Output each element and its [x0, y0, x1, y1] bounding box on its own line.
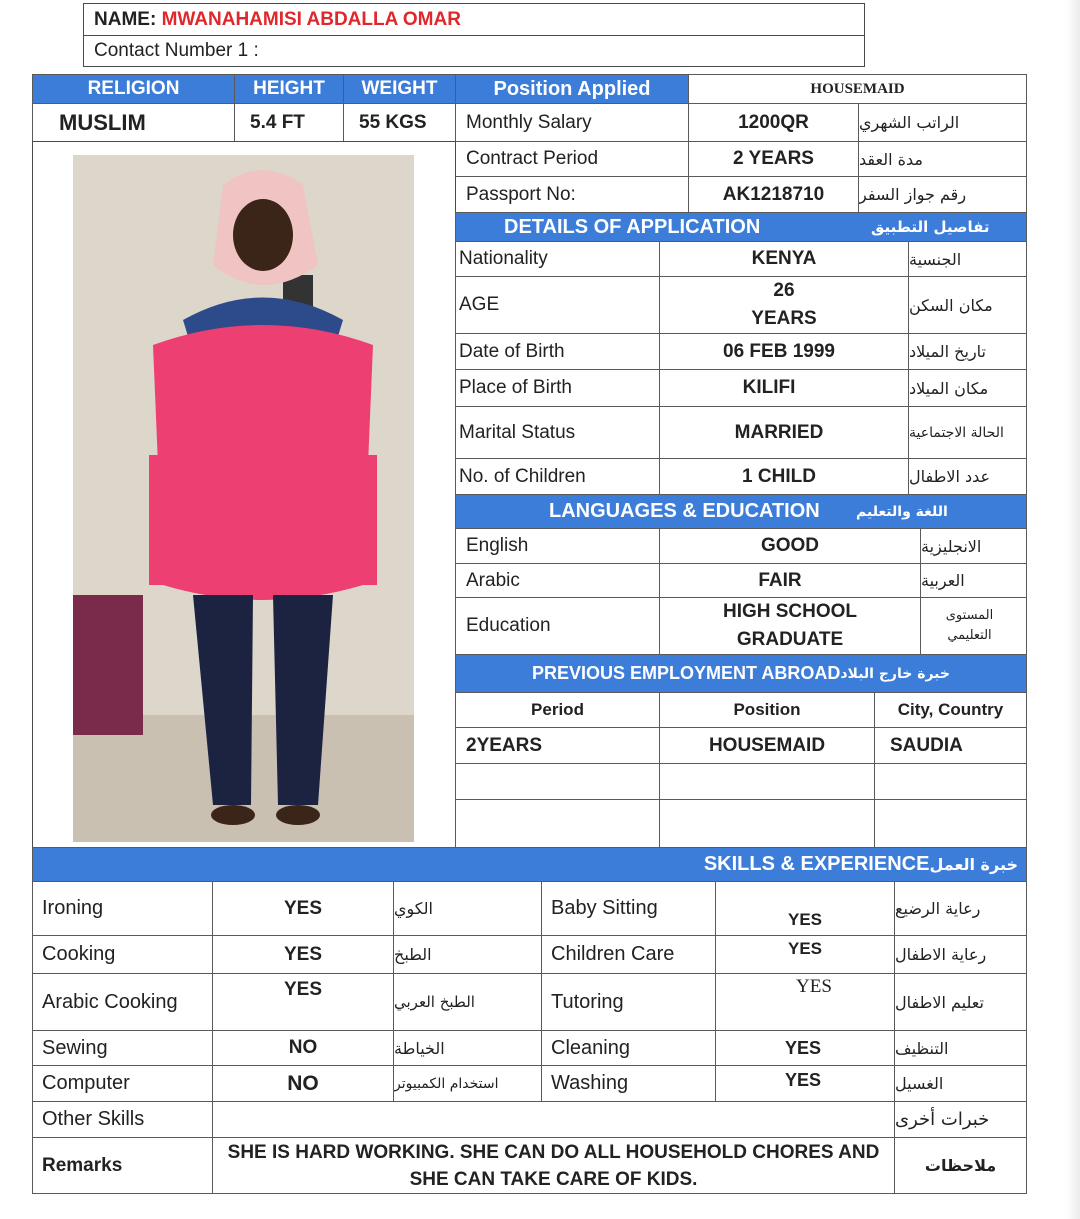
contract-arabic: مدة العقد	[858, 141, 1027, 177]
position-header: Position Applied	[455, 74, 689, 104]
languages-title: LANGUAGES & EDUCATION	[549, 500, 820, 522]
employment-title: PREVIOUS EMPLOYMENT ABROAD	[532, 663, 841, 683]
marital-arabic: الحالة الاجتماعية	[908, 406, 1027, 459]
dob-label: Date of Birth	[455, 333, 660, 370]
children-value: 1 CHILD	[659, 458, 909, 495]
nationality-label: Nationality	[455, 241, 660, 277]
marital-value: MARRIED	[659, 406, 909, 459]
salary-value: 1200QR	[688, 103, 859, 142]
employment-empty-row-2-col-2	[659, 799, 875, 848]
employment-empty-row-2-col-1	[455, 799, 660, 848]
passport-value: AK1218710	[688, 176, 859, 213]
salary-label: Monthly Salary	[455, 103, 689, 142]
english-arabic: الانجليزية	[920, 528, 1027, 564]
skills-title: SKILLS & EXPERIENCE	[703, 853, 930, 875]
skill-tutoring-arabic: تعليم الاطفال	[894, 973, 1027, 1031]
skill-sewing-value: NO	[212, 1030, 394, 1066]
skills-header	[32, 847, 1027, 882]
employment-empty-row-1-col-3	[874, 763, 1027, 800]
name-label: NAME:	[94, 8, 157, 30]
arabic-arabic: العربية	[920, 563, 1027, 598]
name-row	[83, 3, 865, 36]
skill-sewing-arabic: الخياطة	[393, 1030, 542, 1066]
languages-header	[455, 494, 1027, 529]
remarks-label: Remarks	[32, 1137, 213, 1194]
dob-value: 06 FEB 1999	[659, 333, 909, 370]
pob-label: Place of Birth	[455, 369, 660, 407]
skills-title-arabic: خبرة العمل	[929, 855, 1018, 874]
nationality-arabic: الجنسية	[908, 241, 1027, 277]
other-skills-arabic: خبرات أخرى	[894, 1101, 1027, 1138]
details-title: DETAILS OF APPLICATION	[504, 215, 761, 238]
skill-cooking-label: Cooking	[32, 935, 213, 974]
skill-cleaning-arabic: التنظيف	[894, 1030, 1027, 1066]
arabic-label: Arabic	[455, 563, 660, 598]
age-number: 26	[773, 280, 795, 301]
employment-col-period: Period	[455, 692, 660, 728]
skill-sewing-label: Sewing	[32, 1030, 213, 1066]
details-header	[455, 212, 1027, 242]
skill-arabiccooking-value: YES	[212, 973, 394, 1031]
remarks-line2: SHE CAN TAKE CARE OF KIDS.	[409, 1168, 698, 1190]
age-unit: YEARS	[751, 308, 817, 329]
education-arabic-line1: المستوى	[945, 608, 994, 623]
remarks-line1: SHE IS HARD WORKING. SHE CAN DO ALL HOUSEHOLD CHORES AND	[227, 1141, 880, 1163]
education-arabic-line2: التعليمي	[947, 628, 992, 643]
age-value	[659, 276, 909, 334]
employment-empty-row-1-col-2	[659, 763, 875, 800]
employment-col-position: Position	[659, 692, 875, 728]
employment-header	[455, 654, 1027, 693]
skill-babysitting-value: YES	[715, 881, 895, 936]
english-label: English	[455, 528, 660, 564]
other-skills-value	[212, 1101, 895, 1138]
weight-value: 55 KGS	[343, 103, 456, 142]
skill-cleaning-value: YES	[715, 1030, 895, 1066]
passport-label: Passport No:	[455, 176, 689, 213]
skill-childrencare-arabic: رعاية الاطفال	[894, 935, 1027, 974]
details-title-arabic: تفاصيل التطبيق	[871, 218, 990, 236]
education-label: Education	[455, 597, 660, 655]
skill-childrencare-value: YES	[715, 935, 895, 974]
skill-cooking-value: YES	[212, 935, 394, 974]
contract-value: 2 YEARS	[688, 141, 859, 177]
skill-cleaning-label: Cleaning	[541, 1030, 716, 1066]
children-arabic: عدد الاطفال	[908, 458, 1027, 495]
pob-value: KILIFI	[659, 369, 909, 407]
languages-title-arabic: اللغة والتعليم	[856, 503, 948, 520]
skill-babysitting-label: Baby Sitting	[541, 881, 716, 936]
applicant-photo-illustration	[73, 155, 414, 842]
weight-header: WEIGHT	[343, 74, 456, 104]
height-value: 5.4 FT	[234, 103, 344, 142]
education-value	[659, 597, 921, 655]
remarks-arabic: ملاحظات	[894, 1137, 1027, 1194]
remarks-value	[212, 1137, 895, 1194]
skill-tutoring-label: Tutoring	[541, 973, 716, 1031]
education-arabic	[920, 597, 1027, 655]
nationality-value: KENYA	[659, 241, 909, 277]
skill-computer-value: NO	[212, 1065, 394, 1102]
education-value-line2: GRADUATE	[736, 629, 844, 650]
employment-title-arabic: خبرة خارج البلاد	[840, 665, 950, 682]
english-value: GOOD	[659, 528, 921, 564]
skill-ironing-arabic: الكوي	[393, 881, 542, 936]
skill-washing-label: Washing	[541, 1065, 716, 1102]
skill-washing-value: YES	[715, 1065, 895, 1102]
employment-col-city: City, Country	[874, 692, 1027, 728]
skill-babysitting-arabic: رعاية الرضيع	[894, 881, 1027, 936]
employment-empty-row-1-col-1	[455, 763, 660, 800]
contact-label: Contact Number 1 :	[94, 40, 259, 61]
employment-city-value: SAUDIA	[874, 727, 1027, 764]
page-edge-shadow	[1066, 0, 1080, 1219]
religion-value: MUSLIM	[32, 103, 235, 142]
name-value: MWANAHAMISI ABDALLA OMAR	[161, 8, 461, 30]
height-header: HEIGHT	[234, 74, 344, 104]
passport-arabic: رقم جواز السفر	[858, 176, 1027, 213]
skill-childrencare-label: Children Care	[541, 935, 716, 974]
skill-computer-arabic: استخدام الكمبيوتر	[393, 1065, 542, 1102]
contract-label: Contract Period	[455, 141, 689, 177]
marital-label: Marital Status	[455, 406, 660, 459]
skill-ironing-label: Ironing	[32, 881, 213, 936]
religion-header: RELIGION	[32, 74, 235, 104]
pob-arabic: مكان الميلاد	[908, 369, 1027, 407]
contact-row	[83, 35, 865, 67]
other-skills-label: Other Skills	[32, 1101, 213, 1138]
skill-washing-arabic: الغسيل	[894, 1065, 1027, 1102]
skill-tutoring-value: YES	[715, 973, 895, 1031]
applicant-photo	[73, 155, 414, 842]
employment-position-value: HOUSEMAID	[659, 727, 875, 764]
dob-arabic: تاريخ الميلاد	[908, 333, 1027, 370]
skill-computer-label: Computer	[32, 1065, 213, 1102]
arabic-value: FAIR	[659, 563, 921, 598]
employment-empty-row-2-col-3	[874, 799, 1027, 848]
skill-arabiccooking-label: Arabic Cooking	[32, 973, 213, 1031]
age-arabic: مكان السكن	[908, 276, 1027, 334]
education-value-line1: HIGH SCHOOL	[722, 601, 858, 622]
skill-ironing-value: YES	[212, 881, 394, 936]
employment-period-value: 2YEARS	[455, 727, 660, 764]
age-label: AGE	[455, 276, 660, 334]
position-value: HOUSEMAID	[688, 74, 1027, 104]
skill-cooking-arabic: الطبخ	[393, 935, 542, 974]
salary-arabic: الراتب الشهري	[858, 103, 1027, 142]
children-label: No. of Children	[455, 458, 660, 495]
skill-arabiccooking-arabic: الطبخ العربي	[393, 973, 542, 1031]
